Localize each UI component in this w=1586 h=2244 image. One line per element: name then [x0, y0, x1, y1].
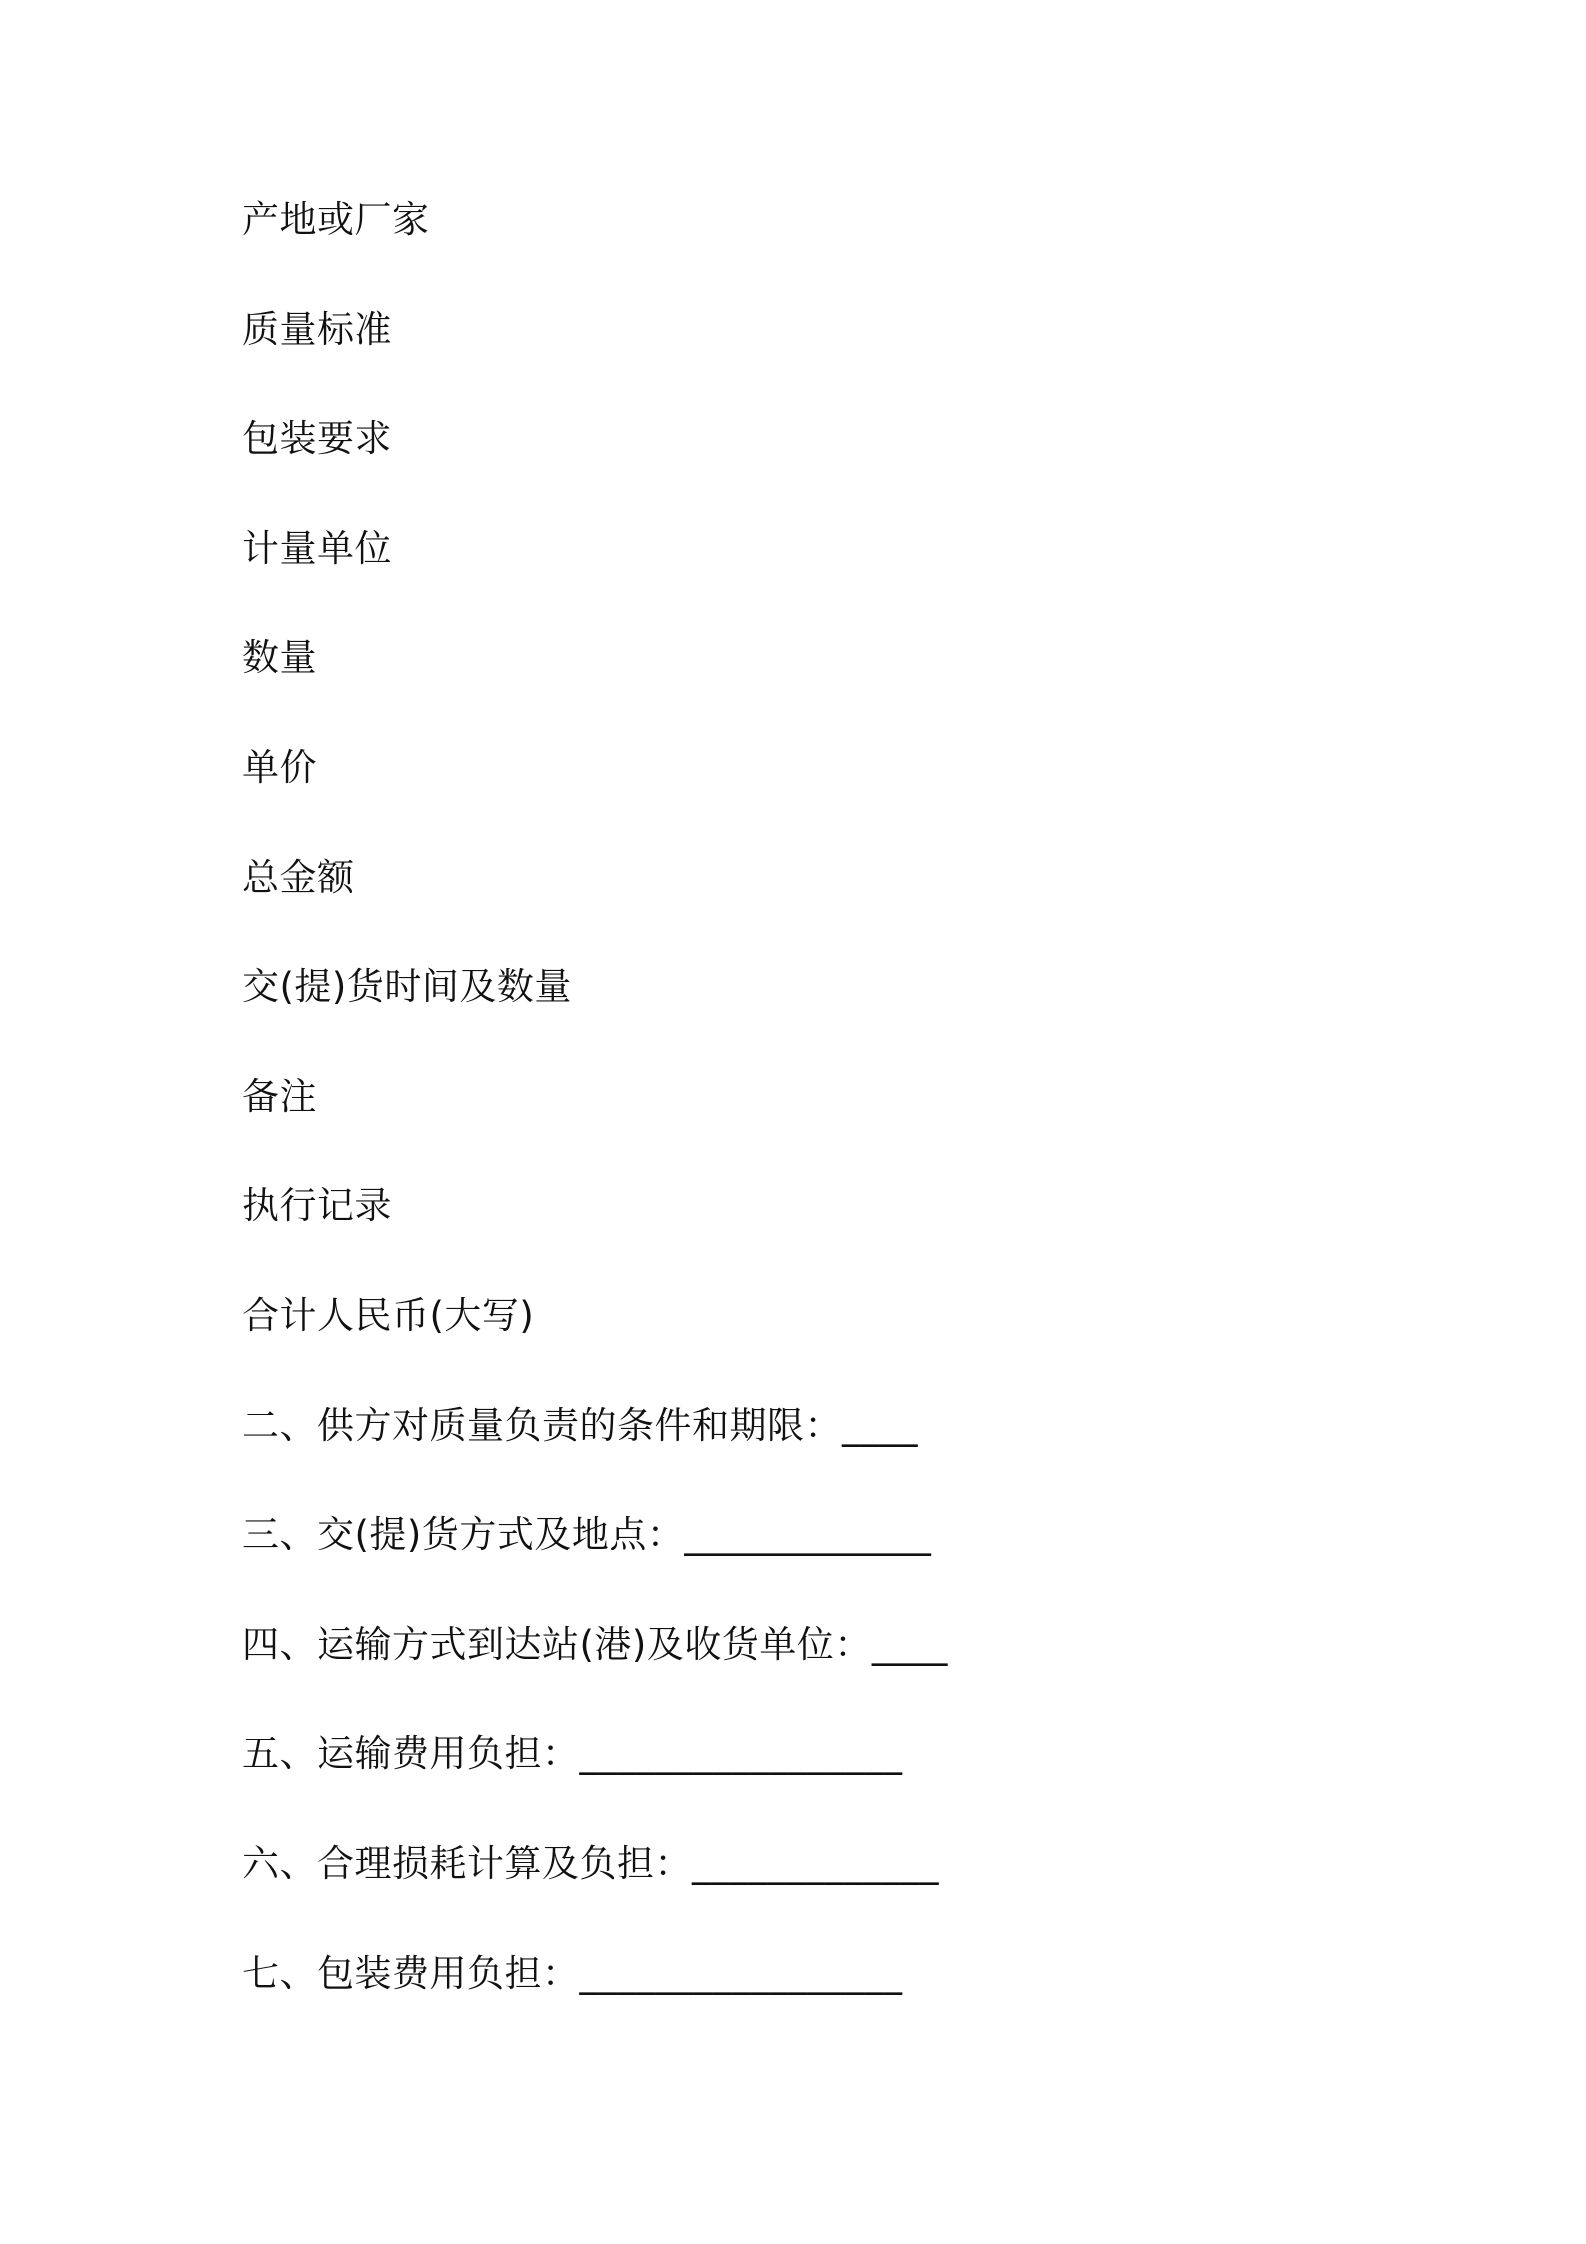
clause-7-packaging-cost: 七、包装费用负担：_________________: [242, 1952, 903, 1995]
line-packaging-requirements: 包装要求: [242, 417, 392, 460]
line-unit-price: 单价: [242, 746, 317, 789]
line-quality-standard: 质量标准: [242, 308, 392, 351]
line-remarks: 备注: [242, 1075, 317, 1118]
clause-3-delivery-method-location: 三、交(提)货方式及地点：_____________: [242, 1513, 932, 1556]
line-total-rmb: 合计人民币(大写): [242, 1294, 535, 1337]
line-delivery-time-quantity: 交(提)货时间及数量: [242, 965, 572, 1008]
clause-4-transport-destination: 四、运输方式到达站(港)及收货单位：____: [242, 1623, 948, 1666]
line-total-amount: 总金额: [242, 856, 355, 899]
clause-5-transport-cost: 五、运输费用负担：_________________: [242, 1732, 903, 1775]
line-execution-record: 执行记录: [242, 1184, 392, 1227]
line-quantity: 数量: [242, 636, 317, 679]
line-unit-of-measure: 计量单位: [242, 527, 392, 570]
clause-6-reasonable-loss: 六、合理损耗计算及负担：_____________: [242, 1842, 939, 1885]
clause-2-quality-responsibility: 二、供方对质量负责的条件和期限：____: [242, 1404, 918, 1447]
line-origin-manufacturer: 产地或厂家: [242, 198, 430, 241]
